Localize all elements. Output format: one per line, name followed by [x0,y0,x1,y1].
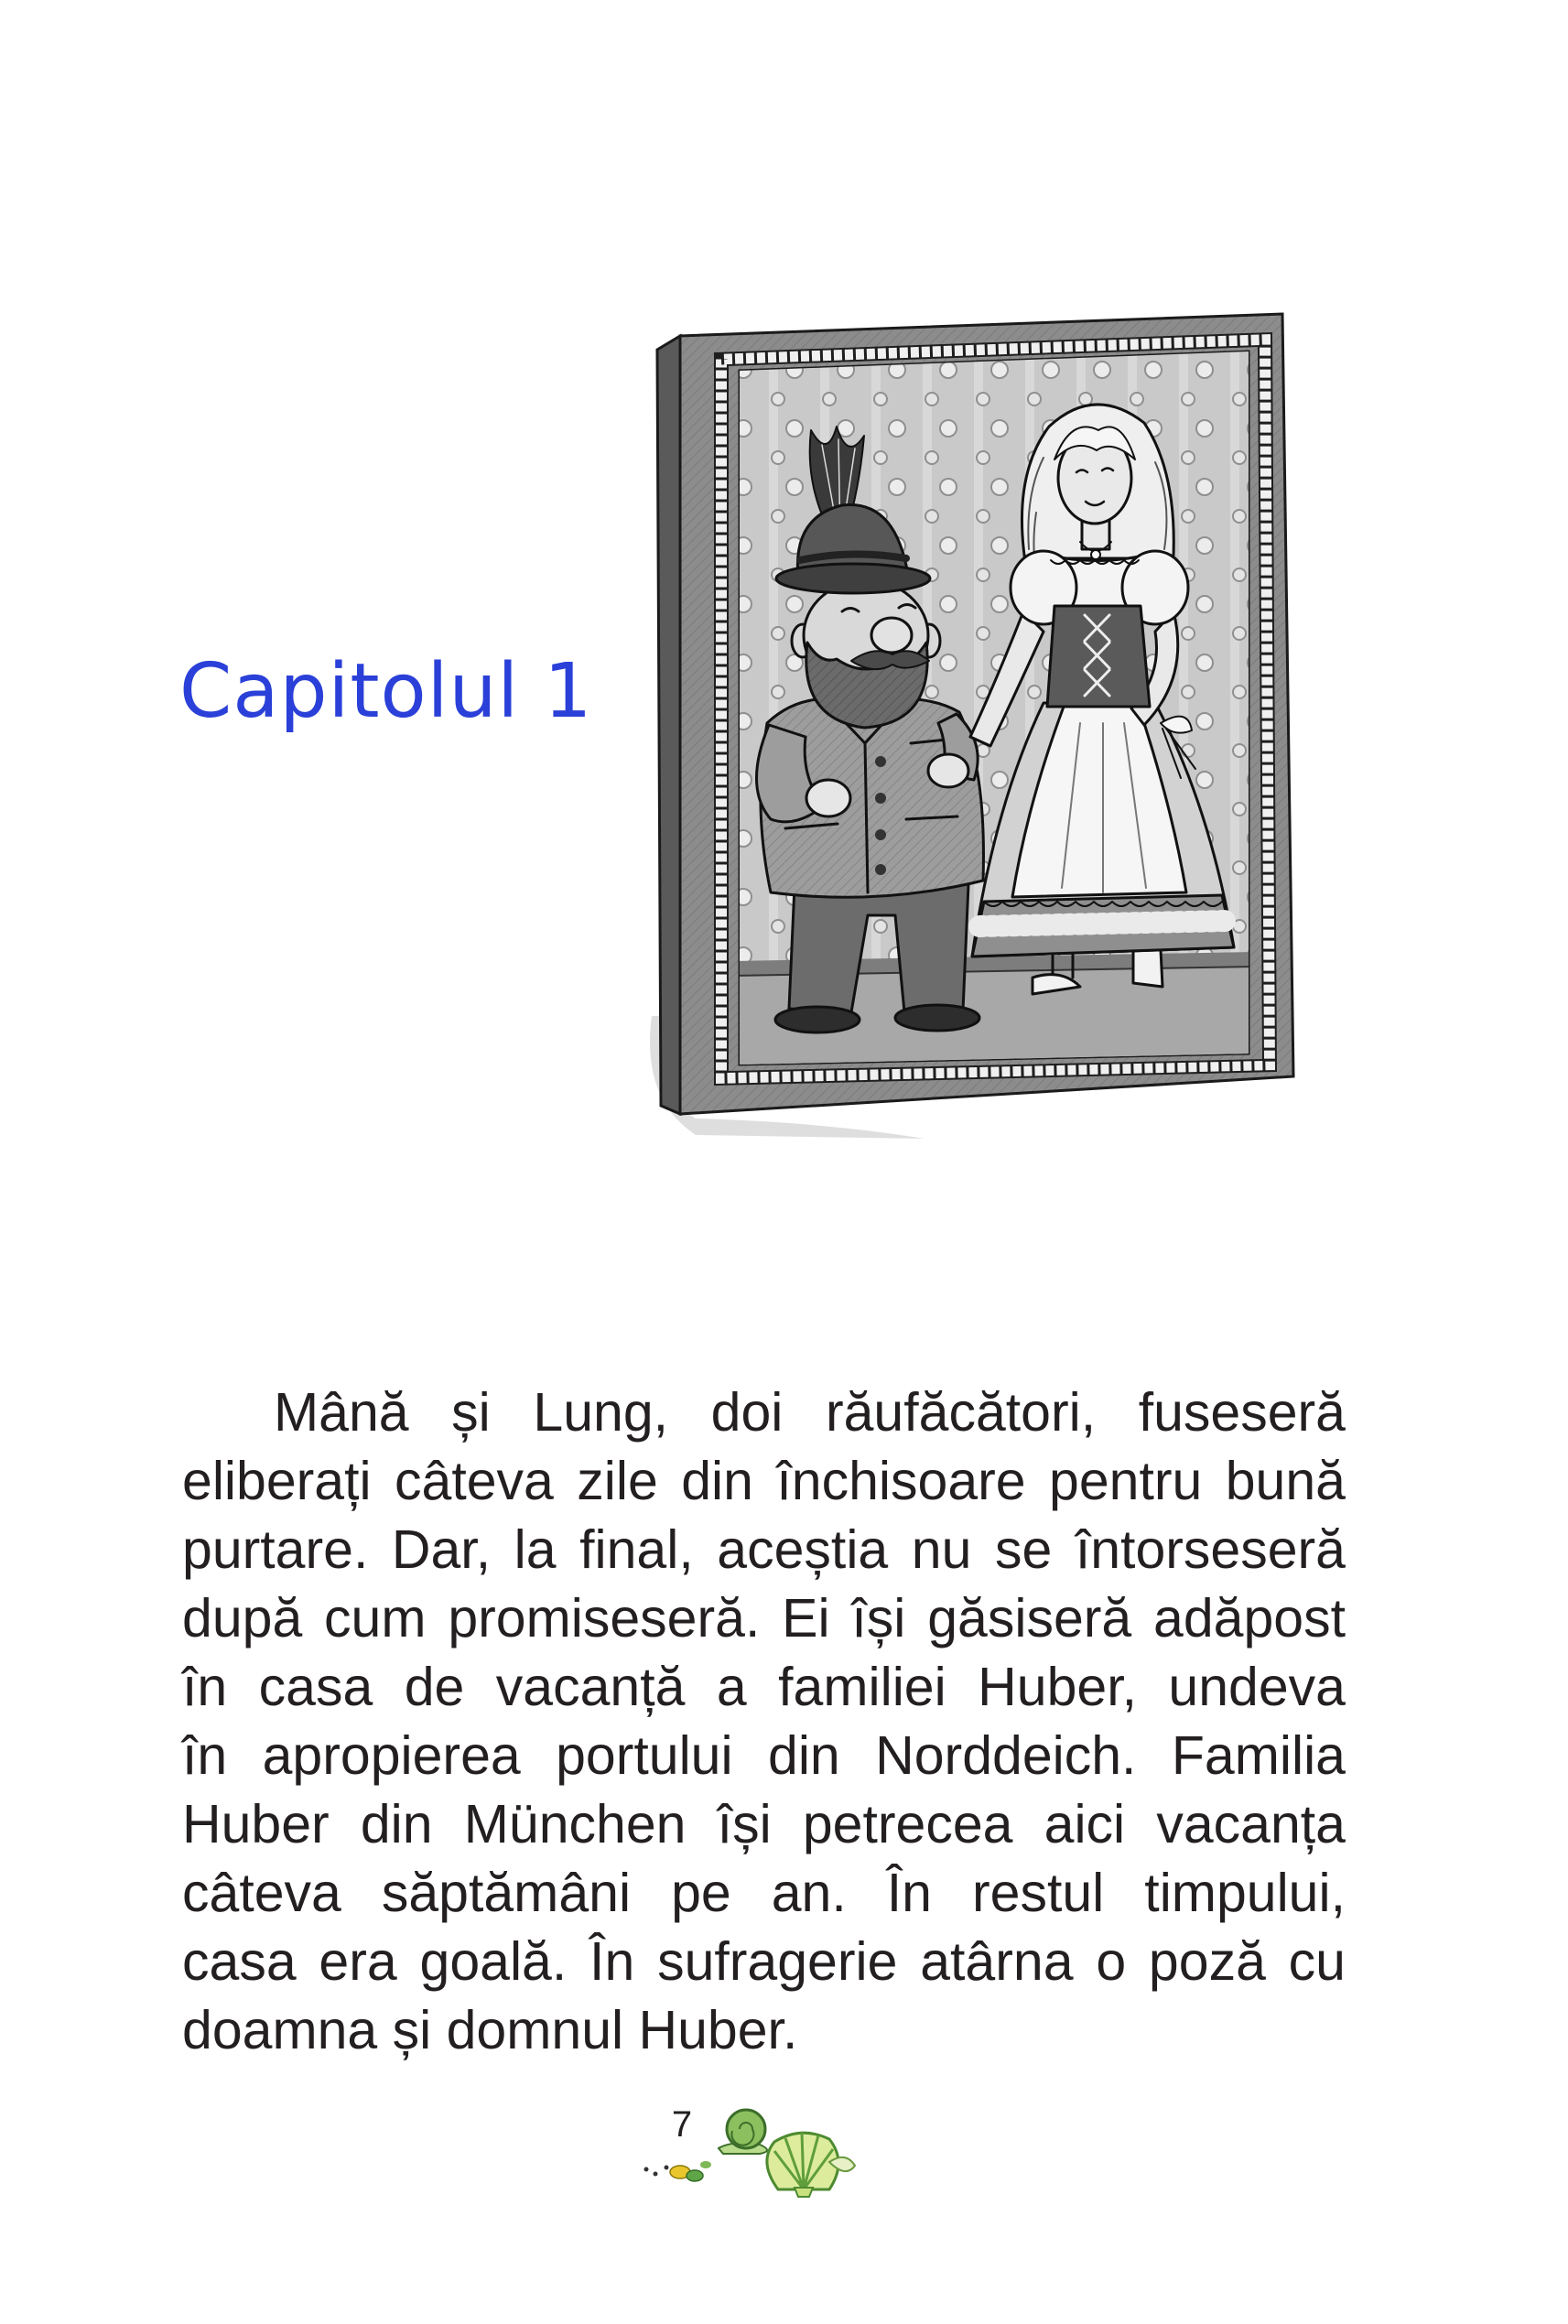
paragraph-line: purtare. Dar, la final, aceștia nu se întorseseră [182,1519,1346,1580]
chapter-title: Capitolul 1 [179,648,593,735]
chapter-body-paragraph [182,1378,1346,2065]
paragraph-line: în casa de vacanță a familiei Huber, undeva [182,1657,1346,1717]
shells-decoration [632,2101,860,2201]
framed-portrait-illustration [641,302,1318,1144]
paragraph-line: Mână și Lung, doi răufăcători, fuseseră [274,1382,1346,1443]
paragraph-line: Huber din München își petrecea aici vacanța [182,1794,1346,1854]
scallop-shell [767,2133,855,2197]
snail-shell [719,2110,767,2154]
page-number: 7 [671,2104,693,2145]
paragraph-line: după cum promiseseră. Ei își găsiseră adăpost [182,1588,1346,1648]
paragraph-line: doamna și domnul Huber. [182,2000,798,2060]
paragraph-line: câteva săptămâni pe an. În restul timpului, [182,1863,1346,1923]
paragraph-line: casa era goală. În sufragerie atârna o poză cu [182,1931,1346,1992]
paragraph-line: eliberați câteva zile din închisoare pentru bună [182,1451,1346,1511]
frame-side [657,336,680,1114]
pebbles [644,2161,712,2181]
paragraph-line: în apropierea portului din Norddeich. Familia [182,1725,1346,1786]
